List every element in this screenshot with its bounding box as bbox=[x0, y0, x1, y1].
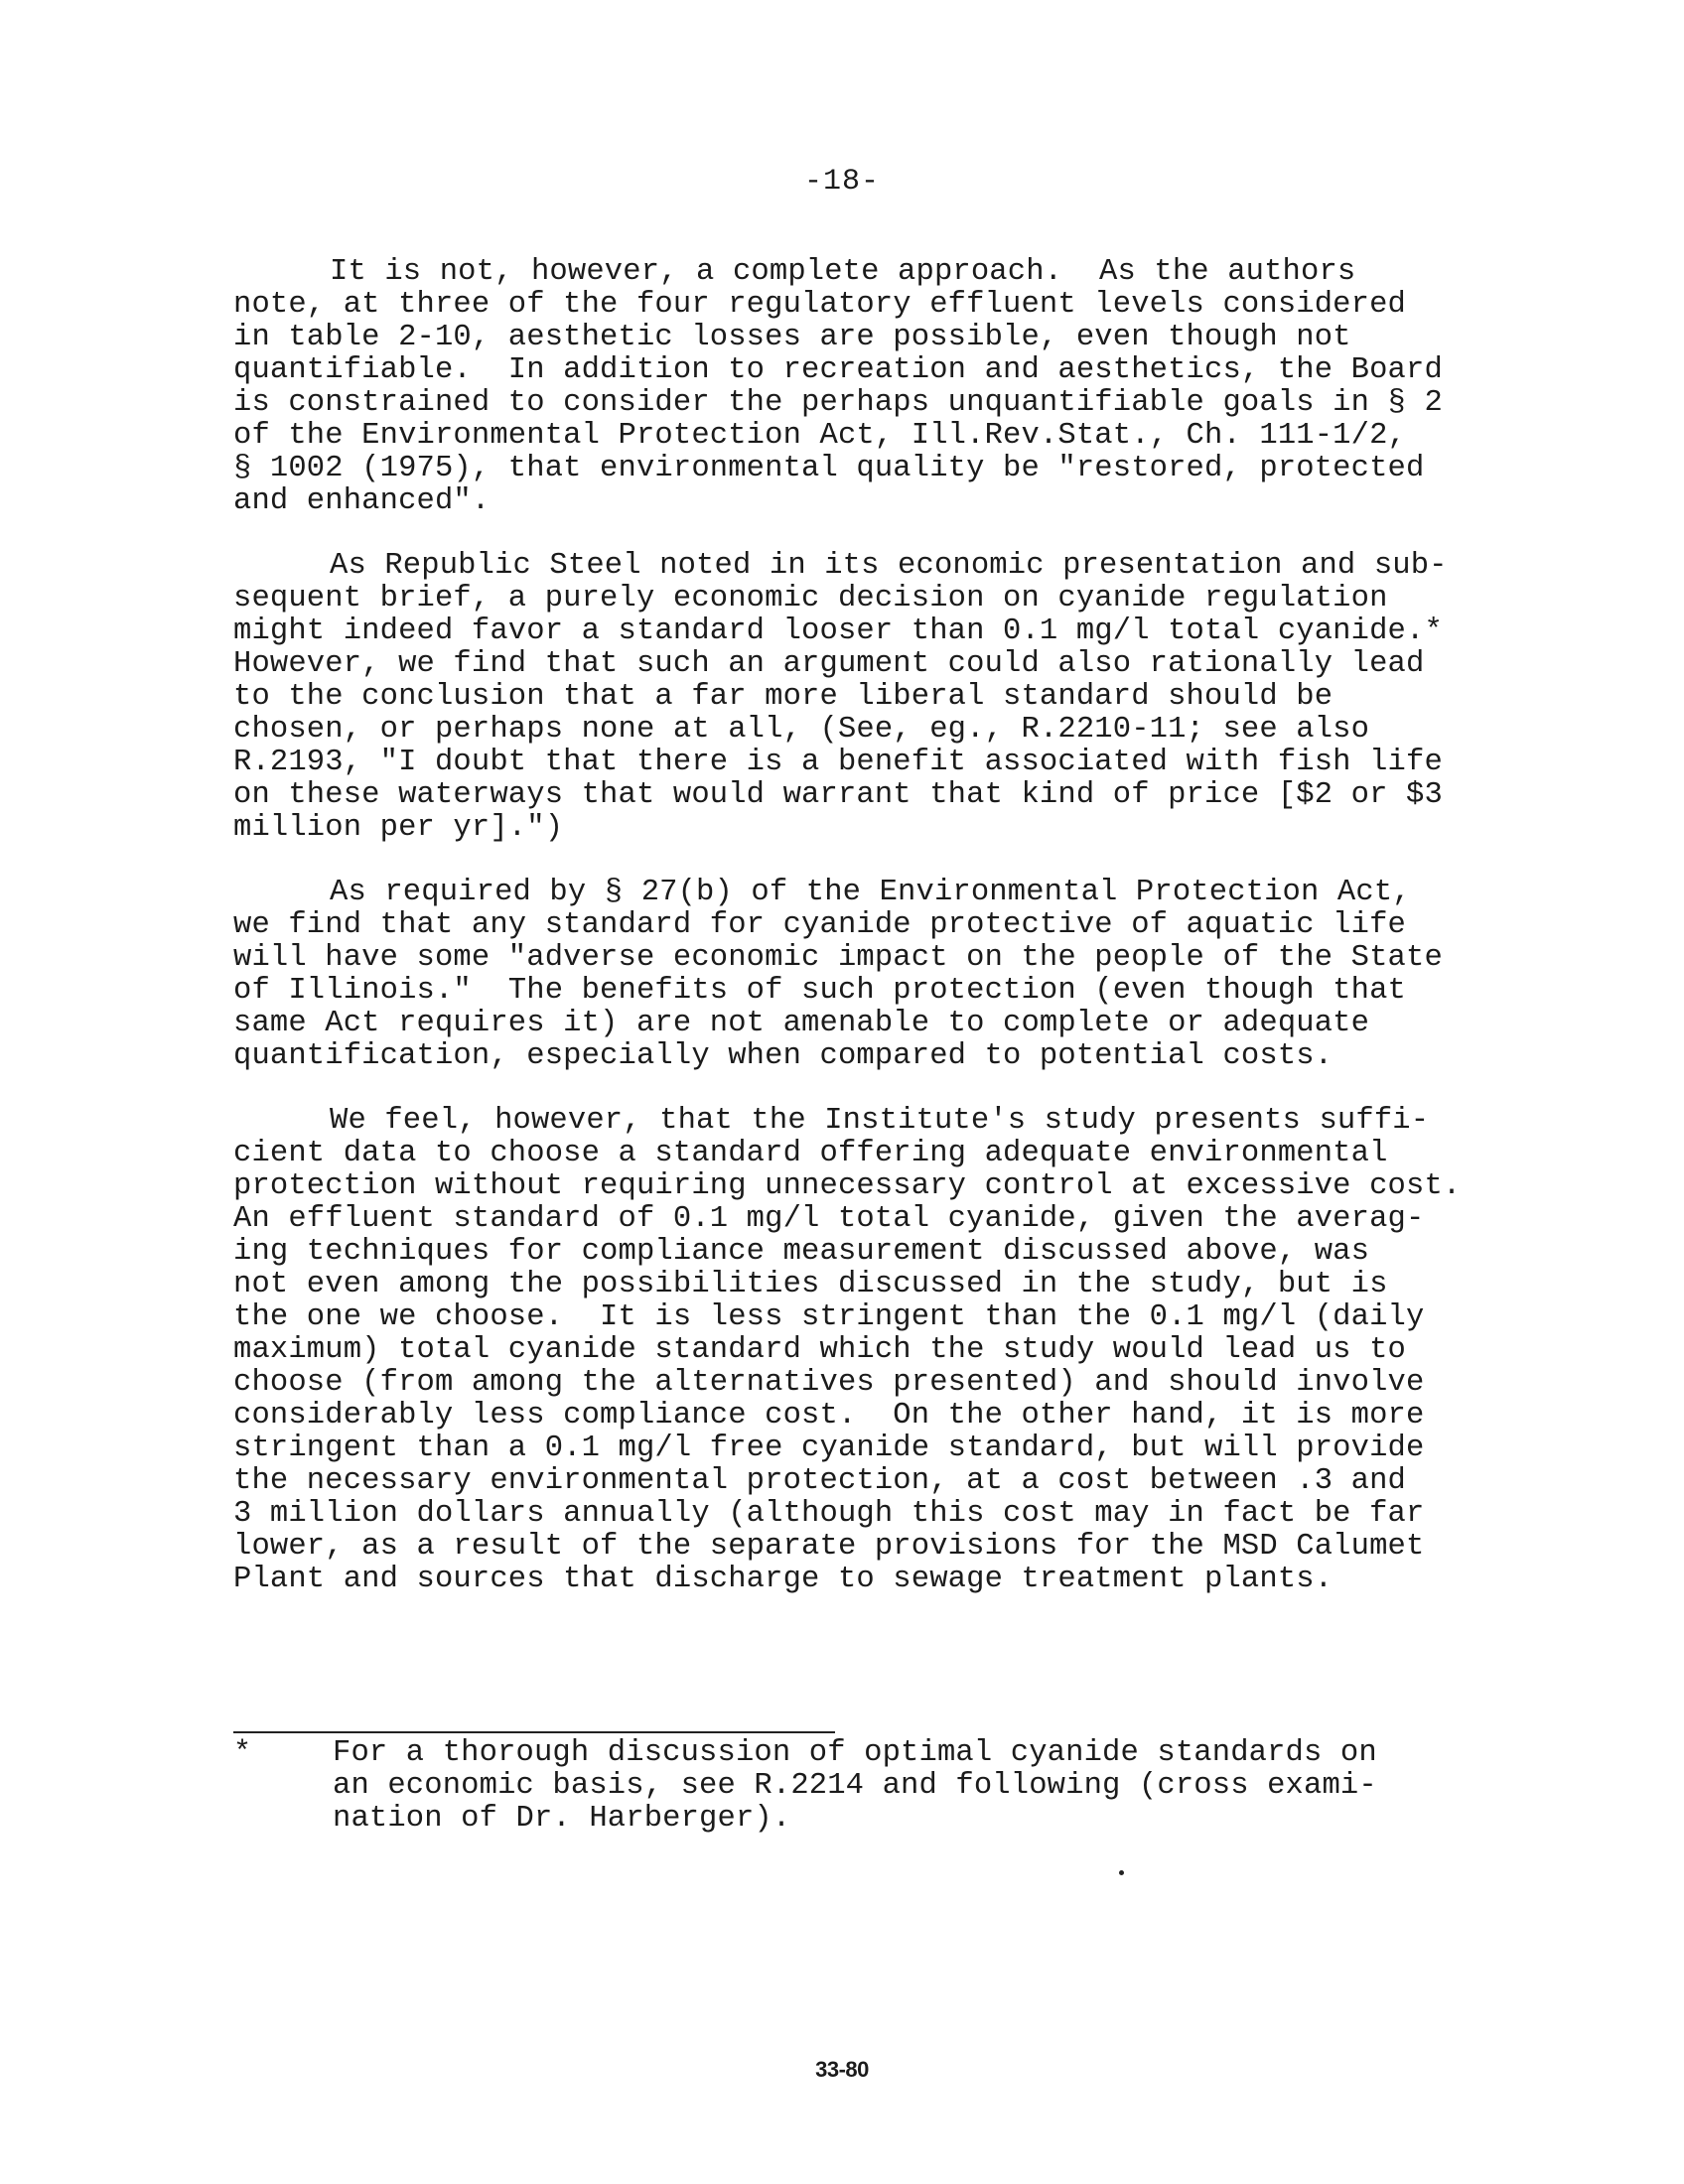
text-line: stringent than a 0.1 mg/l free cyanide standard, but will provide bbox=[233, 1432, 1425, 1465]
document-code: 33-80 bbox=[815, 2057, 869, 2082]
text-line: to the conclusion that a far more liberal standard should be bbox=[233, 680, 1333, 714]
paragraph-2 bbox=[233, 550, 1524, 845]
text-line: It is not, however, a complete approach. As the authors bbox=[330, 255, 1356, 289]
text-line: quantification, especially when compared to potential costs. bbox=[233, 1039, 1333, 1073]
text-line: the necessary environmental protection, at a cost between .3 and bbox=[233, 1464, 1406, 1498]
text-line: we find that any standard for cyanide protective of aquatic life bbox=[233, 908, 1406, 942]
text-line: 3 million dollars annually (although this cost may in fact be far bbox=[233, 1497, 1425, 1531]
text-line: § 1002 (1975), that environmental quality be "restored, protected bbox=[233, 452, 1425, 485]
text-line: chosen, or perhaps none at all, (See, eg., R.2210-11; see also bbox=[233, 713, 1370, 747]
text-line: choose (from among the alternatives presented) and should involve bbox=[233, 1366, 1425, 1400]
text-line: the one we choose. It is less stringent than the 0.1 mg/l (daily bbox=[233, 1300, 1425, 1334]
text-line: protection without requiring unnecessary control at excessive cost. bbox=[233, 1169, 1462, 1203]
text-line: We feel, however, that the Institute's study presents suffi- bbox=[330, 1104, 1430, 1138]
paragraph-1 bbox=[233, 256, 1524, 518]
text-line: note, at three of the four regulatory effluent levels considered bbox=[233, 288, 1406, 322]
text-line: R.2193, "I doubt that there is a benefit associated with fish life bbox=[233, 746, 1443, 779]
footnote-line: nation of Dr. Harberger). bbox=[333, 1802, 791, 1836]
paragraph-3 bbox=[233, 877, 1524, 1073]
text-line: of Illinois." The benefits of such protection (even though that bbox=[233, 974, 1406, 1008]
footnote-divider bbox=[233, 1731, 835, 1733]
text-line: maximum) total cyanide standard which the study would lead us to bbox=[233, 1333, 1406, 1367]
text-line: quantifiable. In addition to recreation and aesthetics, the Board bbox=[233, 353, 1443, 387]
text-line: As Republic Steel noted in its economic presentation and sub- bbox=[330, 549, 1448, 583]
text-line: sequent brief, a purely economic decision on cyanide regulation bbox=[233, 582, 1388, 615]
text-line: ing techniques for compliance measurement discussed above, was bbox=[233, 1235, 1370, 1269]
text-line: might indeed favor a standard looser than 0.1 mg/l total cyanide.* bbox=[233, 614, 1443, 648]
page-number: -18- bbox=[803, 165, 880, 199]
text-line: million per yr].") bbox=[233, 811, 564, 845]
text-line: same Act requires it) are not amenable to complete or adequate bbox=[233, 1007, 1370, 1040]
text-line: considerably less compliance cost. On the other hand, it is more bbox=[233, 1399, 1425, 1433]
text-line: An effluent standard of 0.1 mg/l total cyanide, given the averag- bbox=[233, 1202, 1425, 1236]
body-text bbox=[233, 256, 1524, 1628]
footnote-marker: * bbox=[233, 1736, 252, 1770]
text-line: As required by § 27(b) of the Environmental Protection Act, bbox=[330, 876, 1411, 909]
text-line: of the Environmental Protection Act, Ill.Rev.Stat., Ch. 111-1/2, bbox=[233, 419, 1406, 453]
scan-speck bbox=[1119, 1870, 1124, 1875]
text-line: is constrained to consider the perhaps unquantifiable goals in § 2 bbox=[233, 386, 1443, 420]
text-line: Plant and sources that discharge to sewage treatment plants. bbox=[233, 1563, 1333, 1596]
text-line: However, we find that such an argument could also rationally lead bbox=[233, 647, 1425, 681]
footnote-line: an economic basis, see R.2214 and following (cross exami- bbox=[333, 1769, 1377, 1803]
footnote-body bbox=[333, 1737, 1377, 1836]
text-line: and enhanced". bbox=[233, 484, 491, 518]
text-line: on these waterways that would warrant that kind of price [$2 or $3 bbox=[233, 778, 1443, 812]
text-line: not even among the possibilities discussed in the study, but is bbox=[233, 1268, 1388, 1301]
paragraph-4 bbox=[233, 1105, 1524, 1596]
text-line: in table 2-10, aesthetic losses are possible, even though not bbox=[233, 321, 1351, 354]
text-line: cient data to choose a standard offering adequate environmental bbox=[233, 1137, 1388, 1170]
text-line: lower, as a result of the separate provisions for the MSD Calumet bbox=[233, 1530, 1425, 1564]
text-line: will have some "adverse economic impact on the people of the State bbox=[233, 941, 1443, 975]
footnote-line: For a thorough discussion of optimal cyanide standards on bbox=[333, 1736, 1377, 1770]
